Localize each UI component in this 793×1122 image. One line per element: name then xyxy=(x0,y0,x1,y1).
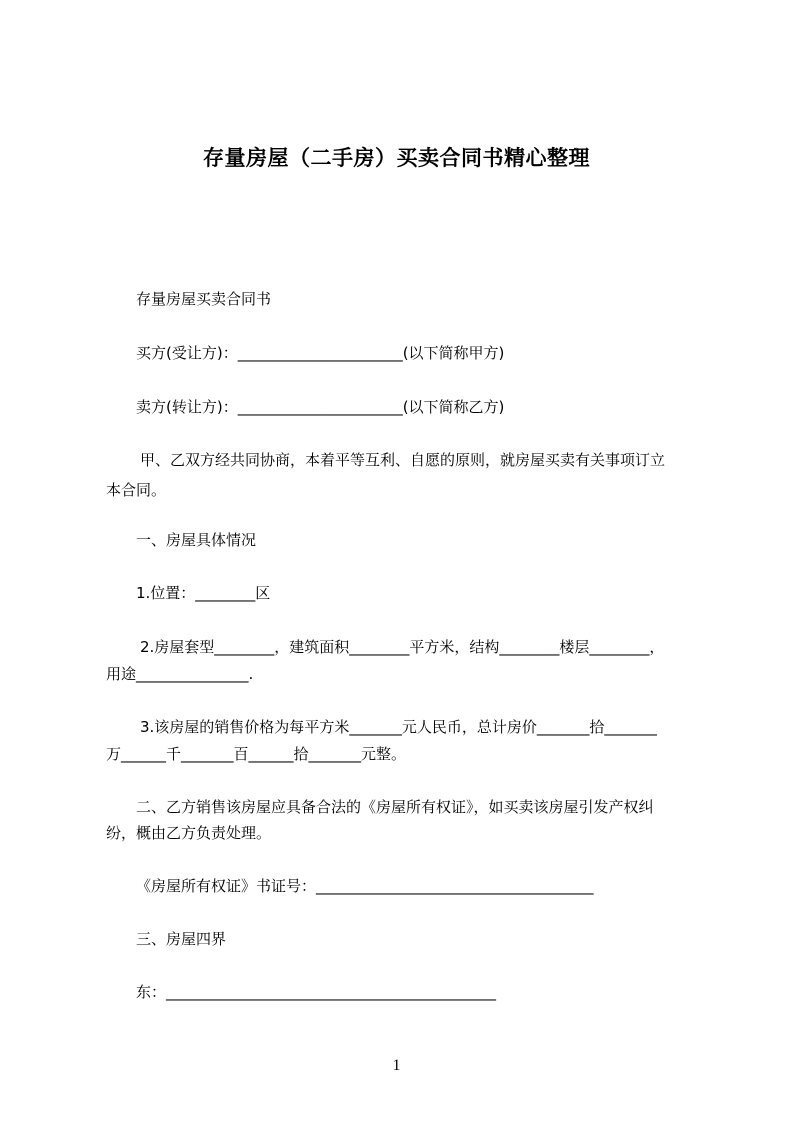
section-3-heading: 三、房屋四界 xyxy=(136,930,227,948)
page-number: 1 xyxy=(392,1057,401,1074)
contract-subtitle: 存量房屋买卖合同书 xyxy=(136,290,272,308)
house-type-line: 2.房屋套型________，建筑面积________平方米，结构________楼层________， xyxy=(140,638,665,656)
document-title: 存量房屋（二手房）买卖合同书精心整理 xyxy=(203,146,590,170)
location-line: 1.位置：________区 xyxy=(136,584,271,602)
section-2-line-2: 纷，概由乙方负责处理。 xyxy=(106,824,272,842)
usage-line: 用途_______________. xyxy=(106,665,254,683)
section-1-heading: 一、房屋具体情况 xyxy=(136,531,257,549)
preamble-line-1: 甲、乙双方经共同协商，本着平等互利、自愿的原则，就房屋买卖有关事项订立 xyxy=(140,451,666,469)
section-2-line-1: 二、乙方销售该房屋应具备合法的《房屋所有权证》，如买卖该房屋引发产权纠 xyxy=(136,798,654,816)
seller-line: 卖方(转让方)：______________________(以下简称乙方) xyxy=(136,398,505,416)
east-boundary-line: 东：____________________________________________ xyxy=(136,983,497,1001)
certificate-number-line: 《房屋所有权证》书证号：_____________________________________ xyxy=(136,877,594,895)
price-line-1: 3.该房屋的销售价格为每平方米_______元人民币，总计房价_______拾_______ xyxy=(140,718,657,736)
price-line-2: 万______千_______百______拾_______元整。 xyxy=(106,745,407,763)
preamble-line-2: 本合同。 xyxy=(106,481,167,499)
buyer-line: 买方(受让方)：______________________(以下简称甲方) xyxy=(136,344,505,362)
